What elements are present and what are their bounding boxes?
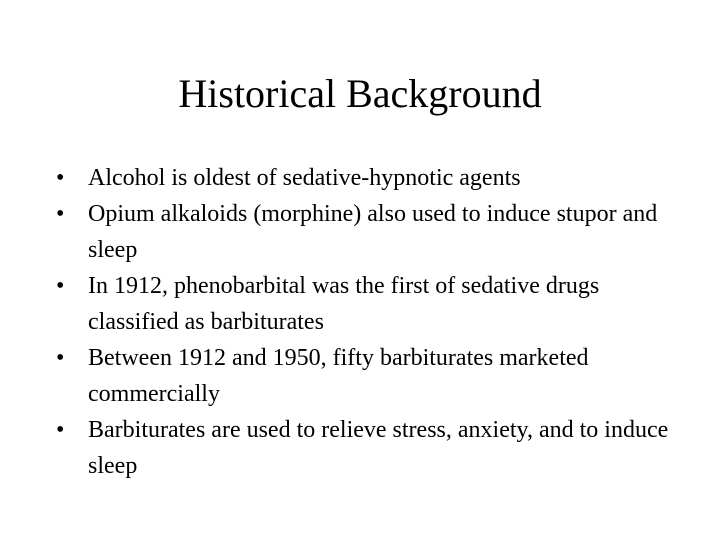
bullet-text: Between 1912 and 1950, fifty barbiturates marketed commercially: [88, 345, 589, 407]
bullet-text: In 1912, phenobarbital was the first of sedative drugs classified as barbiturates: [88, 273, 600, 335]
bullet-icon: •: [56, 345, 65, 371]
bullet-icon: •: [56, 201, 65, 227]
bullet-icon: •: [56, 417, 65, 443]
bullet-text: Alcohol is oldest of sedative-hypnotic agents: [88, 165, 521, 191]
bullet-item: [56, 412, 676, 484]
bullet-item: [56, 160, 676, 196]
bullet-item: [56, 196, 676, 268]
bullet-icon: •: [56, 165, 65, 191]
bullet-item: [56, 268, 676, 340]
bullet-item: [56, 340, 676, 412]
bullet-list: [56, 160, 676, 484]
bullet-text: Opium alkaloids (morphine) also used to induce stupor and sleep: [88, 201, 658, 263]
bullet-icon: •: [56, 273, 65, 299]
bullet-text: Barbiturates are used to relieve stress, anxiety, and to induce sleep: [88, 417, 669, 479]
slide-title: Historical Background: [178, 71, 542, 116]
